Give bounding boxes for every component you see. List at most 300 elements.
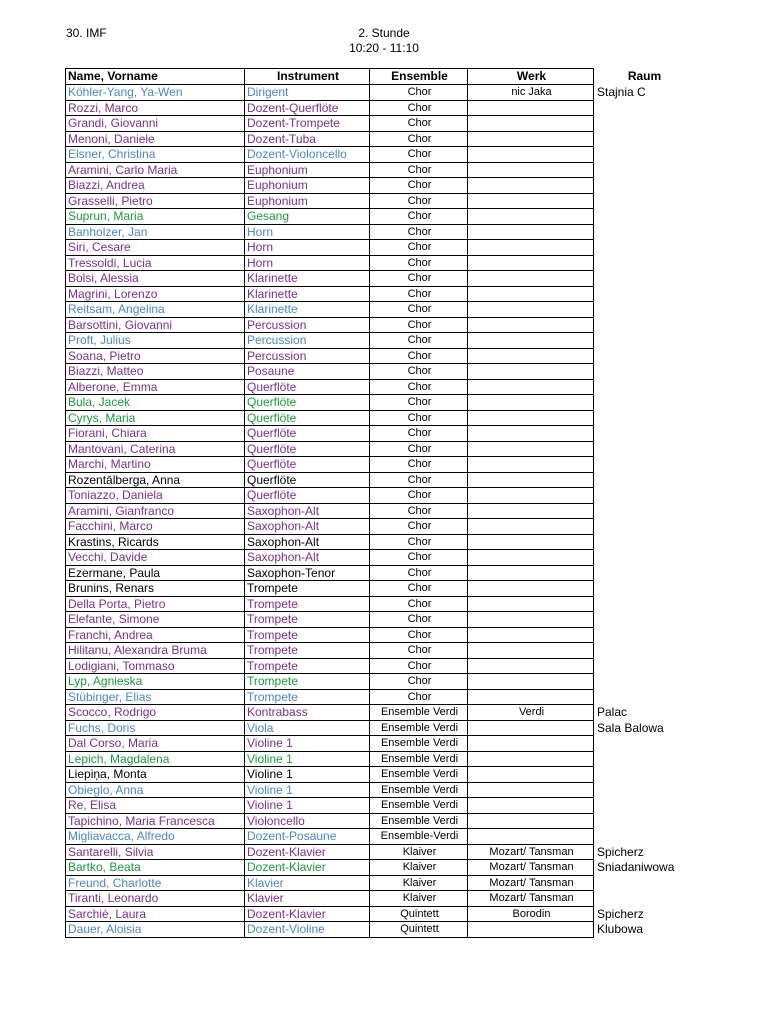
cell-werk: [468, 596, 594, 612]
table-row: [66, 395, 694, 411]
cell-ensemble: Ensemble Verdi: [370, 782, 468, 798]
cell-ensemble: Chor: [370, 426, 468, 442]
cell-ensemble: Klaiver: [370, 875, 468, 891]
cell-ensemble: Chor: [370, 255, 468, 271]
cell-instrument: Viola: [245, 720, 370, 736]
cell-ensemble: Chor: [370, 410, 468, 426]
cell-ensemble: Ensemble Verdi: [370, 813, 468, 829]
cell-raum: [594, 379, 694, 395]
cell-instrument: Trompete: [245, 596, 370, 612]
cell-raum: [594, 519, 694, 535]
table-row: [66, 565, 694, 581]
cell-name: Migliavacca, Alfredo: [66, 829, 245, 845]
table-row: [66, 612, 694, 628]
cell-instrument: Dozent-Querflöte: [245, 100, 370, 116]
cell-raum: [594, 488, 694, 504]
cell-raum: [594, 550, 694, 566]
cell-raum: [594, 209, 694, 225]
cell-raum: [594, 736, 694, 752]
table-row: [66, 736, 694, 752]
cell-ensemble: Chor: [370, 100, 468, 116]
cell-name: Suprun, Maria: [66, 209, 245, 225]
cell-instrument: Dirigent: [245, 85, 370, 101]
cell-name: Bula, Jacek: [66, 395, 245, 411]
cell-instrument: Horn: [245, 224, 370, 240]
cell-werk: [468, 395, 594, 411]
cell-ensemble: Chor: [370, 85, 468, 101]
cell-raum: Sniadaniwowa: [597, 860, 675, 874]
cell-instrument: Klarinette: [245, 302, 370, 318]
cell-werk: [468, 162, 594, 178]
cell-raum: [594, 472, 694, 488]
cell-raum: [594, 271, 694, 287]
cell-werk: Mozart/ Tansman: [468, 844, 594, 860]
cell-name: Hilitanu, Alexandra Bruma: [66, 643, 245, 659]
table-row: [66, 829, 694, 845]
cell-werk: [468, 317, 594, 333]
table-row: [66, 627, 694, 643]
table-row: [66, 860, 694, 876]
cell-name: Bolsi, Alessia: [66, 271, 245, 287]
cell-name: Siri, Cesare: [66, 240, 245, 256]
cell-raum: [594, 643, 694, 659]
cell-ensemble: Chor: [370, 333, 468, 349]
cell-ensemble: Chor: [370, 457, 468, 473]
cell-werk: [468, 813, 594, 829]
cell-ensemble: Chor: [370, 193, 468, 209]
table-row: [66, 751, 694, 767]
cell-raum: [594, 612, 694, 628]
cell-werk: [468, 302, 594, 318]
cell-instrument: Querflöte: [245, 395, 370, 411]
cell-instrument: Gesang: [245, 209, 370, 225]
cell-instrument: Saxophon-Alt: [245, 503, 370, 519]
cell-werk: [468, 922, 594, 938]
cell-name: Reitsam, Angelina: [66, 302, 245, 318]
cell-werk: [468, 457, 594, 473]
time-range: 10:20 - 11:10: [349, 41, 419, 55]
cell-werk: [468, 736, 594, 752]
table-row: [66, 674, 694, 690]
cell-ensemble: Chor: [370, 317, 468, 333]
cell-werk: Verdi: [468, 705, 594, 721]
table-row: [66, 472, 694, 488]
cell-name: Bartko, Beata: [66, 860, 245, 876]
cell-ensemble: Chor: [370, 674, 468, 690]
cell-raum: [594, 674, 694, 690]
cell-ensemble: Chor: [370, 503, 468, 519]
cell-ensemble: Chor: [370, 441, 468, 457]
cell-raum: [594, 131, 694, 147]
cell-name: Franchi, Andrea: [66, 627, 245, 643]
cell-raum: [594, 364, 694, 380]
cell-werk: [468, 240, 594, 256]
cell-instrument: Querflöte: [245, 472, 370, 488]
cell-name: Della Porta, Pietro: [66, 596, 245, 612]
cell-ensemble: Chor: [370, 224, 468, 240]
table-body: [66, 85, 694, 938]
cell-instrument: Percussion: [245, 317, 370, 333]
cell-name: Fuchs, Doris: [66, 720, 245, 736]
cell-ensemble: Chor: [370, 271, 468, 287]
cell-werk: nic Jaka: [468, 85, 594, 101]
cell-name: Proft, Julius: [66, 333, 245, 349]
cell-instrument: Querflöte: [245, 457, 370, 473]
cell-instrument: Trompete: [245, 581, 370, 597]
table-row: [66, 85, 694, 101]
cell-name: Krastins, Ricards: [66, 534, 245, 550]
cell-ensemble: Chor: [370, 627, 468, 643]
cell-raum: [594, 829, 694, 845]
table-row: [66, 209, 694, 225]
cell-name: Obieglo, Anna: [66, 782, 245, 798]
cell-werk: [468, 503, 594, 519]
cell-instrument: Saxophon-Alt: [245, 550, 370, 566]
cell-instrument: Querflöte: [245, 379, 370, 395]
cell-name: Stübinger, Elias: [66, 689, 245, 705]
cell-werk: [468, 519, 594, 535]
cell-name: Elefante, Simone: [66, 612, 245, 628]
cell-ensemble: Klaiver: [370, 860, 468, 876]
cell-ensemble: Chor: [370, 286, 468, 302]
cell-name: Fiorani, Chiara: [66, 426, 245, 442]
cell-werk: [468, 333, 594, 349]
cell-instrument: Percussion: [245, 348, 370, 364]
cell-raum: [594, 317, 694, 333]
table-row: [66, 147, 694, 163]
cell-name: Barsottini, Giovanni: [66, 317, 245, 333]
cell-werk: Mozart/ Tansman: [468, 875, 594, 891]
cell-werk: [468, 674, 594, 690]
cell-raum: Stajnia C: [597, 85, 646, 99]
cell-name: Aramini, Gianfranco: [66, 503, 245, 519]
table-row: [66, 906, 694, 922]
table-row: [66, 550, 694, 566]
cell-ensemble: Ensemble Verdi: [370, 751, 468, 767]
cell-werk: [468, 643, 594, 659]
cell-instrument: Dozent-Klavier: [245, 906, 370, 922]
cell-instrument: Dozent-Tuba: [245, 131, 370, 147]
cell-name: Köhler-Yang, Ya-Wen: [66, 85, 245, 101]
event-label: 30. IMF: [66, 26, 107, 40]
cell-raum: [594, 689, 694, 705]
cell-werk: Borodin: [468, 906, 594, 922]
cell-instrument: Saxophon-Alt: [245, 534, 370, 550]
cell-name: Elsner, Christina: [66, 147, 245, 163]
cell-raum: [594, 395, 694, 411]
cell-raum: [594, 302, 694, 318]
cell-ensemble: Chor: [370, 612, 468, 628]
cell-instrument: Querflöte: [245, 441, 370, 457]
cell-ensemble: Chor: [370, 364, 468, 380]
cell-werk: [468, 767, 594, 783]
cell-instrument: Euphonium: [245, 178, 370, 194]
cell-name: Ezermane, Paula: [66, 565, 245, 581]
cell-ensemble: Ensemble Verdi: [370, 705, 468, 721]
cell-ensemble: Chor: [370, 472, 468, 488]
table-row: [66, 689, 694, 705]
column-header-name: Name, Vorname: [66, 69, 245, 85]
table-row: [66, 364, 694, 380]
cell-ensemble: Chor: [370, 131, 468, 147]
cell-instrument: Horn: [245, 255, 370, 271]
table-row: [66, 348, 694, 364]
cell-werk: [468, 147, 594, 163]
cell-instrument: Querflöte: [245, 410, 370, 426]
cell-name: Rozzi, Marco: [66, 100, 245, 116]
cell-werk: [468, 100, 594, 116]
cell-instrument: Violine 1: [245, 798, 370, 814]
cell-werk: [468, 658, 594, 674]
table-row: [66, 782, 694, 798]
cell-instrument: Trompete: [245, 689, 370, 705]
cell-raum: [594, 116, 694, 132]
table-row: [66, 426, 694, 442]
cell-raum: [594, 255, 694, 271]
lesson-time: [334, 26, 434, 56]
cell-ensemble: Chor: [370, 550, 468, 566]
table-row: [66, 100, 694, 116]
cell-werk: Mozart/ Tansman: [468, 891, 594, 907]
cell-werk: [468, 426, 594, 442]
cell-werk: [468, 534, 594, 550]
table-row: [66, 891, 694, 907]
cell-werk: [468, 131, 594, 147]
cell-ensemble: Chor: [370, 689, 468, 705]
cell-name: Grasselli, Pietro: [66, 193, 245, 209]
cell-instrument: Violine 1: [245, 751, 370, 767]
cell-raum: [594, 767, 694, 783]
cell-raum: [594, 457, 694, 473]
cell-name: Marchi, Martino: [66, 457, 245, 473]
table-row: [66, 720, 694, 736]
cell-name: Cyrys, Maria: [66, 410, 245, 426]
table-row: [66, 441, 694, 457]
cell-ensemble: Ensemble-Verdi: [370, 829, 468, 845]
cell-raum: [594, 751, 694, 767]
cell-werk: [468, 441, 594, 457]
cell-werk: [468, 472, 594, 488]
cell-instrument: Violoncello: [245, 813, 370, 829]
cell-raum: [594, 147, 694, 163]
cell-werk: [468, 581, 594, 597]
cell-werk: [468, 782, 594, 798]
cell-name: Tapichino, Maria Francesca: [66, 813, 245, 829]
table-row: [66, 240, 694, 256]
cell-werk: [468, 348, 594, 364]
cell-ensemble: Chor: [370, 596, 468, 612]
cell-instrument: Dozent-Klavier: [245, 860, 370, 876]
column-header-instrument: Instrument: [245, 69, 370, 85]
cell-raum: [594, 410, 694, 426]
table-row: [66, 116, 694, 132]
cell-werk: [468, 271, 594, 287]
cell-ensemble: Chor: [370, 643, 468, 659]
cell-name: Lepich, Magdalena: [66, 751, 245, 767]
cell-name: Scocco, Rodrigo: [66, 705, 245, 721]
cell-raum: [594, 426, 694, 442]
cell-ensemble: Ensemble Verdi: [370, 720, 468, 736]
column-header-raum: Raum: [627, 69, 662, 84]
cell-instrument: Trompete: [245, 627, 370, 643]
table-row: [66, 519, 694, 535]
cell-ensemble: Ensemble Verdi: [370, 736, 468, 752]
cell-name: Re, Elisa: [66, 798, 245, 814]
cell-name: Vecchi, Davide: [66, 550, 245, 566]
cell-instrument: Querflöte: [245, 426, 370, 442]
cell-ensemble: Chor: [370, 565, 468, 581]
cell-name: Grandi, Giovanni: [66, 116, 245, 132]
cell-raum: [594, 441, 694, 457]
cell-name: Sarchiè, Laura: [66, 906, 245, 922]
table-row: [66, 131, 694, 147]
cell-raum: [594, 100, 694, 116]
table-row: [66, 224, 694, 240]
cell-name: Banholzer, Jan: [66, 224, 245, 240]
table-row: [66, 162, 694, 178]
cell-raum: Spicherz: [597, 906, 644, 921]
cell-instrument: Euphonium: [245, 193, 370, 209]
schedule-table: [65, 68, 694, 938]
cell-ensemble: Chor: [370, 488, 468, 504]
cell-name: Rozentālberga, Anna: [66, 472, 245, 488]
cell-werk: [468, 209, 594, 225]
cell-werk: [468, 224, 594, 240]
table-row: [66, 178, 694, 194]
cell-werk: [468, 689, 594, 705]
cell-ensemble: Chor: [370, 658, 468, 674]
column-header-werk: Werk: [468, 69, 594, 85]
cell-instrument: Saxophon-Alt: [245, 519, 370, 535]
cell-raum: Spicherz: [597, 844, 644, 859]
cell-instrument: Violine 1: [245, 736, 370, 752]
cell-werk: [468, 116, 594, 132]
cell-raum: [594, 627, 694, 643]
cell-werk: [468, 720, 594, 736]
cell-instrument: Kontrabass: [245, 705, 370, 721]
cell-ensemble: Klaiver: [370, 891, 468, 907]
cell-raum: [594, 596, 694, 612]
cell-werk: [468, 565, 594, 581]
cell-instrument: Violine 1: [245, 767, 370, 783]
cell-raum: [594, 658, 694, 674]
cell-name: Santarelli, Silvia: [66, 844, 245, 860]
cell-raum: [594, 875, 694, 891]
cell-werk: [468, 798, 594, 814]
cell-name: Tressoldi, Lucia: [66, 255, 245, 271]
cell-instrument: Percussion: [245, 333, 370, 349]
cell-name: Aramini, Carlo Maria: [66, 162, 245, 178]
cell-name: Freund, Charlotte: [66, 875, 245, 891]
cell-name: Liepiņa, Monta: [66, 767, 245, 783]
cell-raum: [594, 891, 694, 907]
table-row: [66, 643, 694, 659]
table-row: [66, 457, 694, 473]
cell-instrument: Dozent-Klavier: [245, 844, 370, 860]
cell-instrument: Klavier: [245, 875, 370, 891]
table-row: [66, 410, 694, 426]
cell-werk: [468, 550, 594, 566]
cell-werk: [468, 488, 594, 504]
cell-ensemble: Chor: [370, 379, 468, 395]
cell-raum: [594, 813, 694, 829]
column-header-ensemble: Ensemble: [370, 69, 468, 85]
cell-ensemble: Ensemble Verdi: [370, 798, 468, 814]
cell-name: Menoni, Daniele: [66, 131, 245, 147]
cell-ensemble: Chor: [370, 162, 468, 178]
table-row: [66, 705, 694, 721]
cell-ensemble: Chor: [370, 302, 468, 318]
table-row: [66, 488, 694, 504]
cell-werk: [468, 829, 594, 845]
cell-ensemble: Chor: [370, 178, 468, 194]
cell-raum: [594, 782, 694, 798]
table-row: [66, 922, 694, 938]
table-row: [66, 581, 694, 597]
cell-werk: [468, 193, 594, 209]
cell-name: Tiranti, Leonardo: [66, 891, 245, 907]
header-row: [66, 69, 694, 85]
table-row: [66, 813, 694, 829]
table-row: [66, 658, 694, 674]
cell-instrument: Posaune: [245, 364, 370, 380]
cell-instrument: Trompete: [245, 643, 370, 659]
cell-raum: [594, 162, 694, 178]
cell-ensemble: Chor: [370, 534, 468, 550]
cell-werk: [468, 286, 594, 302]
cell-name: Dauer, Aloisia: [66, 922, 245, 938]
table-row: [66, 317, 694, 333]
cell-raum: [594, 565, 694, 581]
cell-name: Magrini, Lorenzo: [66, 286, 245, 302]
cell-instrument: Trompete: [245, 674, 370, 690]
table-row: [66, 302, 694, 318]
cell-ensemble: Chor: [370, 147, 468, 163]
cell-instrument: Horn: [245, 240, 370, 256]
cell-instrument: Trompete: [245, 612, 370, 628]
table-row: [66, 534, 694, 550]
cell-ensemble: Chor: [370, 581, 468, 597]
cell-raum: [594, 534, 694, 550]
cell-ensemble: Quintett: [370, 922, 468, 938]
table-row: [66, 333, 694, 349]
cell-raum: Palac: [597, 705, 628, 719]
cell-raum: Klubowa: [597, 922, 644, 936]
cell-instrument: Dozent-Trompete: [245, 116, 370, 132]
cell-raum: [594, 193, 694, 209]
cell-werk: [468, 255, 594, 271]
cell-name: Brunins, Renars: [66, 581, 245, 597]
cell-ensemble: Chor: [370, 348, 468, 364]
cell-raum: [594, 240, 694, 256]
cell-instrument: Saxophon-Tenor: [245, 565, 370, 581]
cell-ensemble: Chor: [370, 395, 468, 411]
cell-werk: [468, 379, 594, 395]
table-row: [66, 503, 694, 519]
lesson-number: 2. Stunde: [358, 26, 410, 40]
cell-ensemble: Chor: [370, 519, 468, 535]
table-row: [66, 379, 694, 395]
cell-name: Facchini, Marco: [66, 519, 245, 535]
table-row: [66, 798, 694, 814]
table-row: [66, 286, 694, 302]
table-row: [66, 767, 694, 783]
cell-instrument: Violine 1: [245, 782, 370, 798]
cell-instrument: Klavier: [245, 891, 370, 907]
cell-werk: [468, 627, 594, 643]
cell-werk: [468, 364, 594, 380]
cell-ensemble: Chor: [370, 116, 468, 132]
